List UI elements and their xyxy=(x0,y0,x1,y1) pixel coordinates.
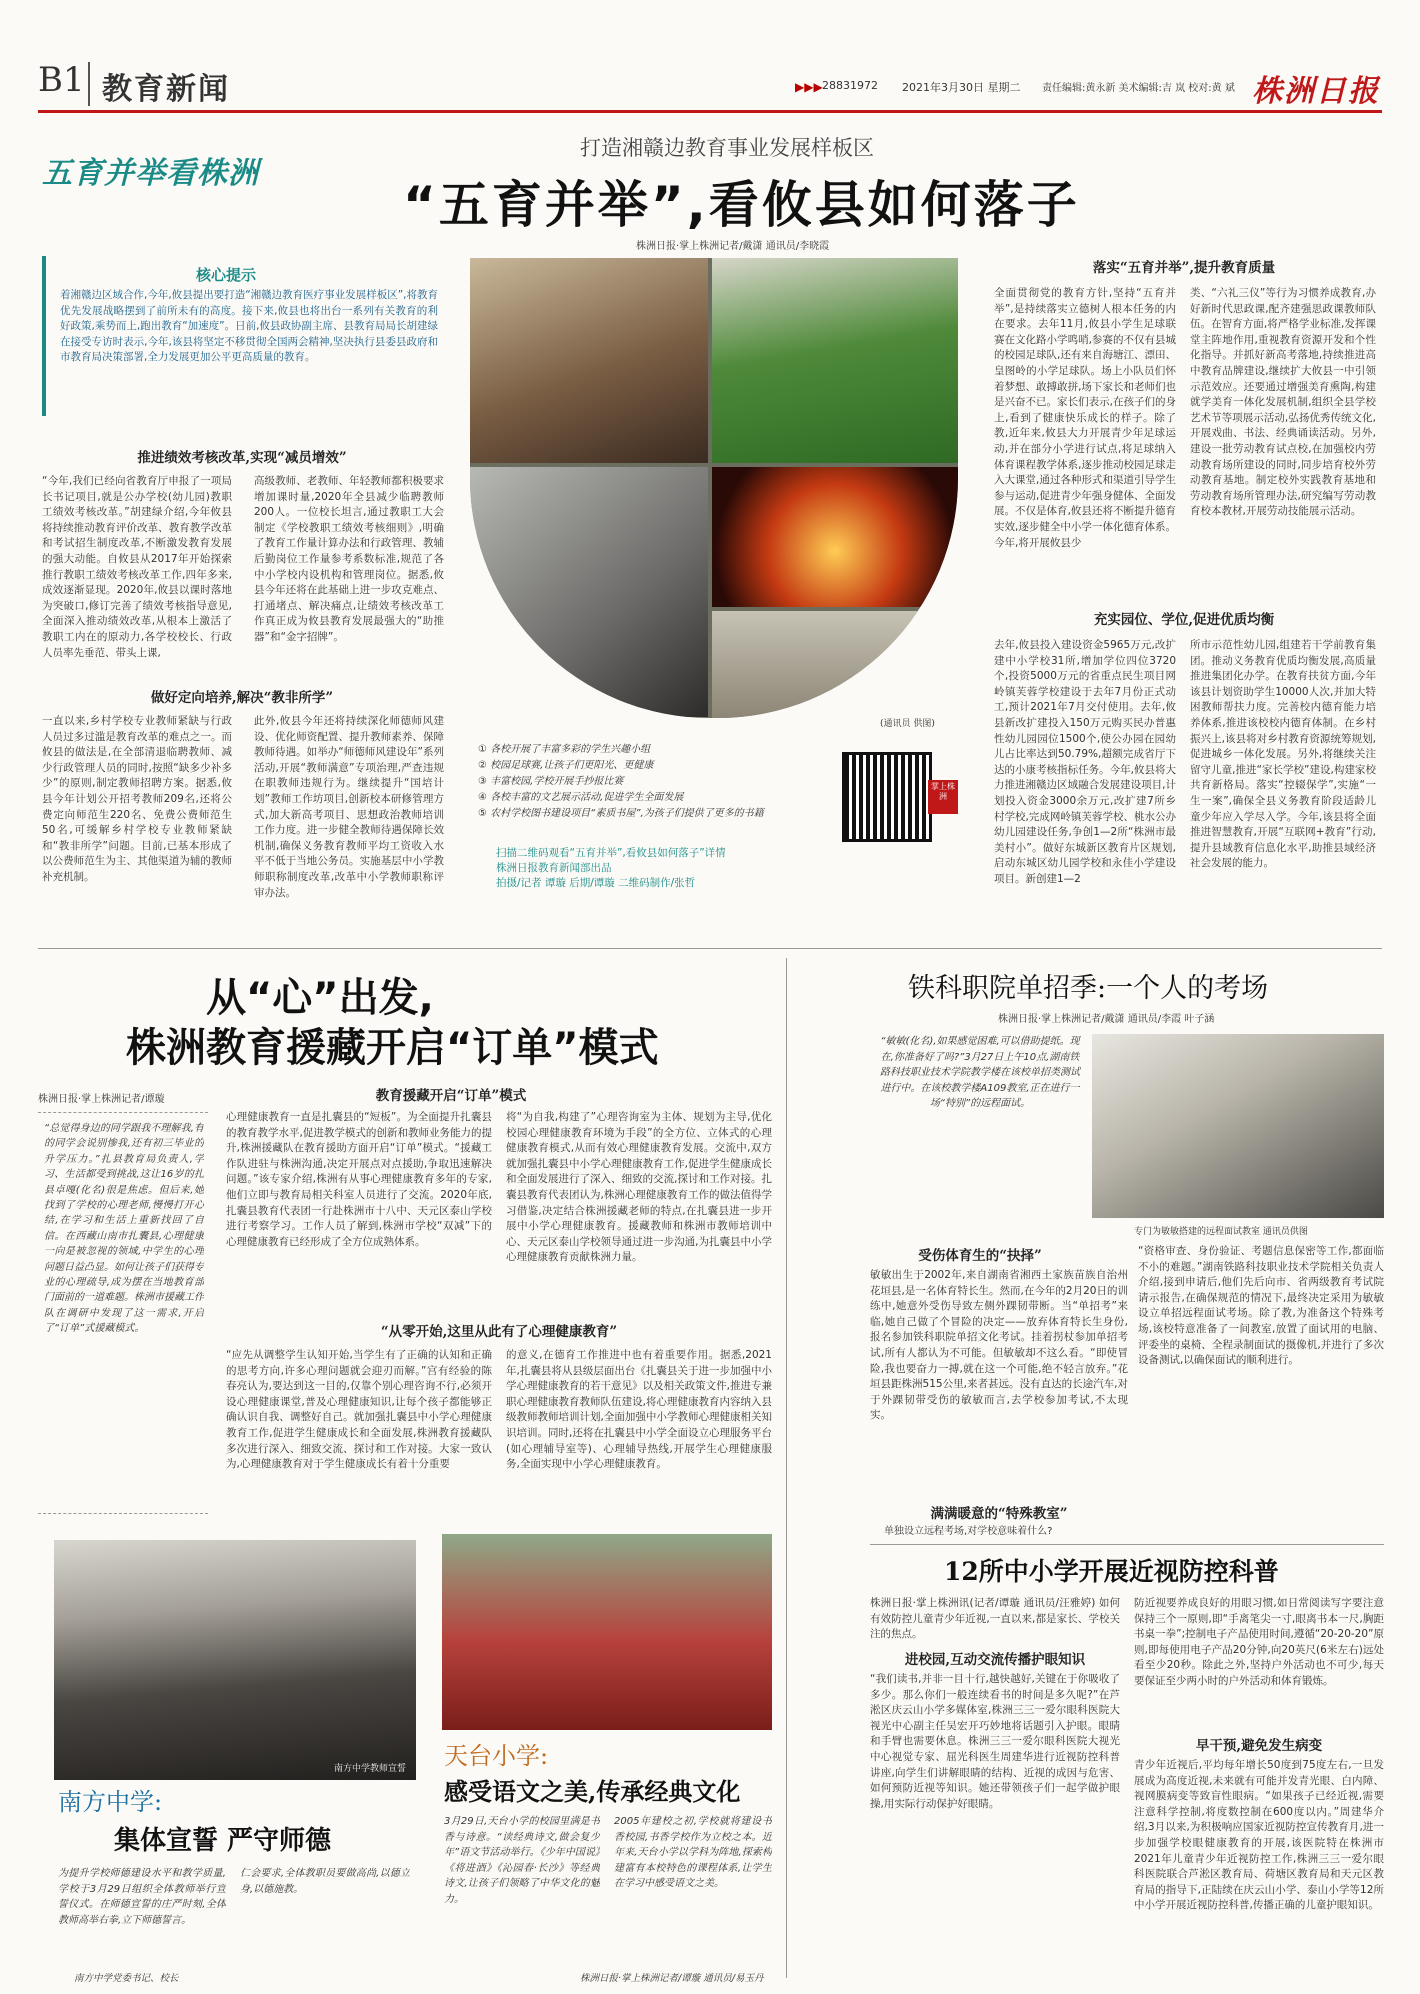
section-title: 教育新闻 xyxy=(102,72,230,107)
caption-2: ② 校园足球赛,让孩子们更阳光、更健康 xyxy=(478,760,654,771)
page-header xyxy=(0,0,1420,120)
photo-tiantai-kids xyxy=(442,1534,772,1730)
arrow-icon: ▶▶▶ xyxy=(795,80,823,94)
top-kicker: 打造湘赣边教育事业发展样板区 xyxy=(580,136,874,160)
top-sec2-title: 做好定向培养,解决“教非所学” xyxy=(150,690,334,706)
myopia-byline: 株洲日报·掌上株洲讯(记者/谭璇 通讯员/汪雅婷) 如何有效防控儿童青少年近视,一直以来,都是家长、学校关注的焦点。 xyxy=(870,1597,1120,1641)
photo-collage xyxy=(470,258,958,718)
top-sec4-col1: 去年,攸县投入建设资金5965万元,改扩建中小学校31所,增加学位四位3720个,投资5000万元的省重点民生项目网岭镇芙蓉学校建设于去年7月份正式动工,预计2021年7月交付使用。去年,攸县新改扩建投入150万元购买民办普惠性幼儿园园位1500个,使公办园在园幼儿占比率达到50.79%,超额完成省厅下达的小康考核指标任务。今年,攸县将大力推进湘赣边区域融合发展建设项目,计划投入资金3000余万元,改扩建7所乡村学校,完成网岭镇芙蓉学校、桃水公办幼儿园建设任务,争创1—2所“株洲市最美村小”。做好东城新区教育片区规划,启动东城区幼儿园学校和永佳小学建设项目。新创建1—2 xyxy=(994,639,1176,885)
top-sec1-col2: 高级教师、老教师、年轻教师都积极要求增加课时量,2020年全县减少临聘教师200人。一位校长坦言,通过教职工大会制定《学校教职工绩效考核细则》,明确了教育工作量计算办法和行政管理、教辅后勤岗位工作量参考系数标准,规范了各中小学校内设机构和管理岗位。据悉,攸县今年还将在此基础上进一步攻克难点、打通堵点、解决痛点,让绩效考核改革工作真正成为攸县教育发展最强大的“助推器”和“金字招牌”。 xyxy=(254,475,444,643)
column-logo: 五育并举看株洲 xyxy=(42,156,259,191)
top-sec3-col2: 类、“六礼三仪”等行为习惯养成教育,办好新时代思政课,配齐建强思政课教师队伍。在智育方面,将严格学业标准,发挥课堂主阵地作用,重视教育资源开发和个性化指导。并抓好新高考落地,持续推进高中教育品牌建设,继续扩大攸县一中引领示范效应。还要通过增强美育熏陶,构建就学美育一体化发展机制,组织全县学校艺术节等项展示活动,弘扬优秀传统文化,开展戏曲、书法、经典诵读活动。另外,建设一批劳动教育试点校,在加强校内劳动教育场所建设的同时,同步培育校外劳动教育基地。制定校外实践教育基地和劳动教育场所管理办法,研究编写劳动教育校本教材,开展劳动技能展示活动。 xyxy=(1190,287,1376,518)
header-divider xyxy=(88,62,90,106)
rail-sec1-title: 受伤体育生的“抉择” xyxy=(918,1248,1042,1264)
tiantai-col2: 2005年建校之初,学校就将建设书香校园,书香学校作为立校之本。近年来,天台小学以学科为阵地,探索构建富有本校特色的课程体系,让学生在学习中感受语文之美。 xyxy=(614,1816,772,1890)
myopia-headline: 12所中小学开展近视防控科普 xyxy=(944,1557,1279,1586)
nanfang-col1: 为提升学校师德建设水平和教学质量,学校于3月29日组织全体教师举行宣誓仪式。在师德宣誓的庄严时刻,全体教师高举右拳,立下师德誓言。 xyxy=(58,1868,226,1926)
tibet-sec-a-col2: 将“为自我,构建了”心理咨询室为主体、规划为主导,优化校园心理健康教育环境为手段”的全方位、立体式的心理健康教育模式,从而有效心理健康教育发展。交流中,双方就加强扎囊县中小学心理健康教育工作,促进学生健康成长和全面发展进行了深入、细致的交流,探讨和工作对接。扎囊县教育代表团认为,株洲心理健康教育工作的做法值得学习借鉴,决定结合株洲援藏老师的特点,在扎囊县进一步开展中小学心理健康教育。援藏教师和株洲市教师培训中心、天元区泰山学校领导通过进一步沟通,为扎囊县中小学心理健康教育贡献株洲力量。 xyxy=(506,1111,772,1264)
qr-code[interactable] xyxy=(842,752,932,842)
header-rule xyxy=(38,110,1382,113)
top-sec4-col2: 所市示范性幼儿园,组建若干学前教育集团。推动义务教育优质均衡发展,高质量推进集团化办学。在教育扶贫方面,今年该县计划资助学生10000人次,并加大特困教师帮扶力度。完善校内德育能力培养体系,推进该校校内德育体制。在乡村振兴上,该县将对乡村教育资源统筹规划,促进城乡一体化发展。另外,将继续关注留守儿童,推进“家长学校”建设,构建家校共育新格局。落实“控辍保学”,实施“一生一案”,确保全县义务教育阶段适龄儿童少年应入学尽入学。今年,该县将全面推进智慧教育,开展“互联网+教育”行动,提升县域教育信息化水平,助推县域经济社会发展的能力。 xyxy=(1190,639,1376,870)
top-sec1-col1: “今年,我们已经向省教育厅申报了一项局长书记项目,就是公办学校(幼儿园)教职工绩效考核改革。”胡建绿介绍,今年攸县将持续推动教育评价改革、教育教学改革和考试招生制度改革,不断激发教育发展的强大动能。自攸县从2017年开始探索推行教职工绩效考核改革工作,四年多来,成效逐渐显现。2020年,攸县以课时落地为突破口,修订完善了绩效考核指导意见,全面深入推动绩效改革,从根本上激活了教职工内在的原动力,各学校校长、行政人员率先垂范、带头上课, xyxy=(42,475,232,659)
masthead-logo: 株洲日报 xyxy=(1252,74,1380,109)
tibet-sec-b-col1: “应先从调整学生认知开始,当学生有了正确的认知和正确的思考方向,许多心理问题就会迎刃而解。”宫有经验的陈春亮认为,要达到这一目的,仅靠个别心理咨询不行,必须开设心理健康课堂,普及心理健康知识,让每个孩子都能够正确认识自我、调整好自己。就加强扎囊县中小学心理健康教育工作,促进学生健康成长和全面发展,株洲教育援藏队多次进行深入、细致交流、探讨和工作对接。大家一致认为,心理健康教育对于学生健康成长有着十分重要 xyxy=(226,1349,492,1471)
nanfang-title-2: 集体宣誓 严守师德 xyxy=(114,1826,332,1856)
qr-badge: 掌上株洲 xyxy=(928,780,958,814)
top-byline: 株洲日报·掌上株洲记者/戴潇 通讯员/李晓霞 xyxy=(636,241,830,252)
top-sec3-title: 落实“五育并举”,提升教育质量 xyxy=(1092,260,1276,276)
tibet-sec-b-col2: 的意义,在德育工作推进中也有着重要作用。据悉,2021年,扎囊县将从县级层面出台《扎囊县关于进一步加强中小学心理健康教育的若干意见》以及相关政策文件,推进专兼职心理健康教育教师队伍建设,将心理健康教育内容纳入县级教师教师培训计划,全面加强中小学教师心理健康相关知识培训。同时,还将在扎囊县中小学全面设立心理服务平台(如心理辅导室等)、心理辅导热线,开展学生心理健康服务,全面实现中小学心理健康教育。 xyxy=(506,1349,772,1471)
tiantai-col1: 3月29日,天台小学的校园里满是书香与诗意。“读经典诗文,做会复少年”语文节活动举行。《少年中国说》《将进酒》《沁园春·长沙》等经典诗文,让孩子们领略了中华文化的魅力。 xyxy=(444,1816,600,1905)
tibet-sec-a-title: 教育援藏开启“订单”模式 xyxy=(375,1088,527,1104)
photo-nanfang-oath xyxy=(54,1540,416,1780)
issue-date: 2021年3月30日 星期二 xyxy=(902,81,1021,94)
caption-3: ③ 丰富校园,学校开展手抄报比赛 xyxy=(478,776,624,787)
myopia-sec1-col2: 防近视要养成良好的用眼习惯,如日常阅读写字要注意保持三个一原则,即“手离笔尖一寸,眼离书本一尺,胸距书桌一拳”;控制电子产品使用时间,遵循“20-20-20”原则,即每使用电子产品20分钟,向20英尺(6米左右)远处看至少20秒。除此之外,坚持户外活动也不可少,每天要保证至少两小时的户外活动和体育锻炼。 xyxy=(1134,1597,1384,1687)
tibet-sec-b-title: “从零开始,这里从此有了心理健康教育” xyxy=(380,1324,618,1340)
rail-sec1-col1: 敏敏出生于2002年,来自湖南省湘西土家族苗族自治州花垣县,是一名体育特长生。然而,在今年的2月20日的训练中,她意外受伤导致左侧外踝韧带断。当“单招考”来临,她自己做了个冒险的决定——放弃体育特长生身份,报名参加铁科职院单招文化考试。挂着拐杖参加单招考试,所有人都认为不可能。但敏敏却不这么看。“即使冒险,我也要奋力一搏,就在这一个可能,绝不轻言放弃。”花垣县距株洲515公里,来者甚远。没有直达的长途汽车,对于外踝韧带受伤的敏敏而言,去学校参加考试,不太现实。 xyxy=(870,1269,1128,1422)
rail-sec2-title: 满满暖意的“特殊教室” xyxy=(870,1502,1128,1522)
nanfang-title-1: 南方中学: xyxy=(58,1788,163,1816)
rail-photo-caption: 专门为敏敏搭建的远程面试教室 通讯员供图 xyxy=(1134,1227,1308,1237)
core-tip-box xyxy=(42,256,444,416)
tibet-intro-box xyxy=(38,1112,208,1514)
top-sec2-col2: 此外,攸县今年还将持续深化师德师风建设、优化师资配置、提升教师素养、保障教师待遇。如举办“师德师风建设年”系列活动,开展“教师满意”专项治理,严查违规在职教师违规行为。继续提升“国培计划”教师工作坊项目,创新校本研修管理方式,加大新高考项目、思想政治教师培训工作力度。进一步健全教师待遇保障长效机制,确保义务教育教师平均工资收入水平不低于当地公务员。实施基层中小学教师职称制度改革,改革中小学教师职称评审办法。 xyxy=(254,715,444,899)
nanfang-byline: 南方中学党委书记、校长 xyxy=(74,1973,179,1984)
myopia-sec2-col2: 青少年近视后,平均每年增长50度到75度左右,一旦发展成为高度近视,未来就有可能并发青光眼、白内障、视网膜病变等致盲性眼病。“如果孩子已经近视,需要注意科学控制,将度数控制在600度以内。”周建华介绍,3月以来,为积极响应国家近视防控宣传教育月,进一步加强学校眼健康教育的开展,该医院特在株洲市2021年儿童青少年近视防控工作,株洲三三一爱尔眼科医院联合芦淞区教育局、荷塘区教育局和天元区教育局的指导下,正陆续在庆云山小学、泰山小学等12所中小学开展近视防控科普,传播正确的儿童护眼知识。 xyxy=(1134,1759,1384,1912)
qr-note-line3: 拍摄/记者 谭璇 后期/谭璇 二维码制作/张哲 xyxy=(496,877,696,889)
tibet-sec-a-col1: 心理健康教育一直是扎囊县的“短板”。为全面提升扎囊县的教育教学水平,促进教学模式的创新和教师业务能力的提升,株洲援藏队在教育援助方面开启“订单”模式。“援藏工作队进驻与株洲沟通,决定开展点对点援助,争取迅速解决问题。”该专家介绍,株洲有从事心理健康教育多年的专家,他们立即与教育局相关科室人员进行了交流。2020年底,扎囊县教育代表团一行赴株洲市十八中、天元区泰山学校进行考察学习。工作人员了解到,株洲市学校“双减”下的心理健康教育已经形成了全方位成熟体系。 xyxy=(226,1111,492,1248)
qr-note xyxy=(496,846,916,891)
top-sec1-title: 推进绩效考核改革,实现“减员增效” xyxy=(137,450,347,466)
tibet-headline-2: 株洲教育援藏开启“订单”模式 xyxy=(126,1025,659,1071)
photo-handcraft xyxy=(470,467,708,717)
qr-note-line2: 株洲日报教育新闻部出品 xyxy=(496,862,612,874)
rail-quote: “敏敏(化名),如果感觉困难,可以借助提纸。现在,你准备好了吗?”3月27日上午10点,湖南铁路科技职业技术学院教学楼在该校单招类测试进行中。在该校教学楼A109教室,正在进行一场“特别”的远程面试。 xyxy=(880,1036,1080,1110)
hotline: 28831972 xyxy=(822,79,878,92)
caption-4: ④ 各校丰富的文艺展示活动,促进学生全面发展 xyxy=(478,792,684,803)
photo-band-class xyxy=(470,258,708,463)
rail-headline: 铁科职院单招季:一个人的考场 xyxy=(908,973,1269,1004)
nanfang-photo-caption: 南方中学教师宣誓 xyxy=(333,1764,406,1774)
photo-captions xyxy=(478,742,818,822)
rail-sec1-col2: “资格审查、身份验证、考题信息保密等工作,都面临不小的难题。”湖南铁路科技职业技术学院相关负责人介绍,接到申请后,他们先后向市、省两级教育考试院请示报告,在确保规范的情况下,最终决定采用为敏敏设立单招远程面试考场。除了教,为准备这个特殊考场,该校特意准备了一间教室,放置了面试用的电脑、评委坐的桌椅、全程录制面试的摄像机,并进行了多次设备测试,以确保面试的顺利进行。 xyxy=(1138,1245,1384,1367)
top-sec2-col1: 一直以来,乡村学校专业教师紧缺与行政人员过多过滥是教育改革的难点之一。而攸县的做法是,在全部清退临聘教师、减少行政管理人员的同时,按照“缺多少补多少”的原则,制定教师招聘方案。据悉,攸县今年计划公开招考教师209名,还将公费定向师范生220名、免费公费师范生50名,可缓解乡村学校专业教师紧缺和“教非所学”问题。目前,已基本形成了以公费师范生为主、其他渠道为辅的教师补充机制。 xyxy=(42,715,232,883)
rail-byline: 株洲日报·掌上株洲记者/戴潇 通讯员/李霞 叶子涵 xyxy=(998,1014,1215,1025)
tiantai-byline: 株洲日报·掌上株洲记者/谭璇 通讯员/易玉丹 xyxy=(580,1973,764,1984)
photo-football xyxy=(712,258,958,463)
photo-library xyxy=(712,611,958,718)
rail-sec2-lede: 单独设立远程考场,对学校意味着什么? xyxy=(884,1522,1053,1537)
qr-note-line1: 扫描二维码观看“五育并举”,看攸县如何落子”详情 xyxy=(496,847,726,859)
top-sec3-col1: 全面贯彻党的教育方针,坚持“五育并举”,是持续落实立德树人根本任务的内在要求。去年11月,攸县小学生足球联赛在文化路小学鸣哨,参赛的不仅有县城的校园足球队,还有来自海塘江、漂田、皇图岭的小学足球队。场上小队员们怀着梦想、敢搏敢拼,场下家长和老师们也是兴奋不已。家长们表示,在孩子们的身上,看到了健康快乐成长的样子。除了教,近年来,攸县大力开展青少年足球运动,并在部分小学进行试点,将足球纳入体育课程教学体系,逐步推动校园足球走入大课堂,通过各种形式和渠道引导学生参与运动,促进青少年强身健体、全面发展。不仅是体育,攸县还将不断提升德育实效,逐步健全中小学一体化德育体系。今年,将开展攸县少 xyxy=(994,287,1176,549)
nanfang-col2: 仁会要求,全体教职员要做高尚,以德立身,以德施教。 xyxy=(240,1868,410,1895)
top-headline: “五育并举”,看攸县如何落子 xyxy=(403,176,1080,234)
tiantai-title-2: 感受语文之美,传承经典文化 xyxy=(444,1777,741,1806)
editor-credits: 责任编辑:黄永新 美术编辑:吉 岚 校对:黄 斌 xyxy=(1042,83,1235,94)
tibet-byline: 株洲日报·掌上株洲记者/谭璇 xyxy=(38,1094,165,1105)
tibet-headline-1: 从“心”出发, xyxy=(206,975,434,1021)
page-number: B1 xyxy=(38,60,85,100)
core-tip-title: 核心提示 xyxy=(196,266,257,284)
photo-remote-room xyxy=(1092,1034,1384,1218)
photo-stage xyxy=(712,467,958,607)
top-sec4-title: 充实园位、学位,促进优质均衡 xyxy=(1093,612,1275,628)
top-bottom-rule xyxy=(38,948,1382,949)
caption-5: ⑤ 农村学校图书建设项目“素质书屋”,为孩子们提供了更多的书籍 xyxy=(478,808,764,819)
photo-credit: (通讯员 供图) xyxy=(880,719,935,729)
core-tip-text: 着湘赣边区域合作,今年,攸县提出要打造“湘赣边教育医疗事业发展样板区”,将教育优先发展战略摆到了前所未有的高度。接下来,攸县也将出台一系列有关教育的利好政策,乘势而上,跑出教育“加速度”。日前,攸县政协副主席、县教育局局长胡建绿在接受专访时表示,今年,该县将坚定不移贯彻全国两会精神,坚决执行县委县政府和市教育局决策部署,全力发展更加公平更高质量的教育。 xyxy=(60,289,438,364)
vertical-rule xyxy=(786,958,787,1978)
rail-bottom-rule xyxy=(870,1544,1384,1545)
tibet-intro: “总觉得身边的同学跟我不理解我,有的同学会说别惨我,还有初三毕业的升学压力。”扎县教育局负责人,学习、生活都受到挑战,这让16岁的扎县卓嘎(化名)很是焦虑。但后来,她找到了学校的心理老师,慢慢打开心结,在学习和生活上重新找回了自信。在西藏山南市扎囊县,心理健康一向是被忽视的领域,中学生的心理问题日益凸显。如何让孩子们获得专业的心理疏导,成为摆在当地教育部门面前的一道难题。株洲市援藏工作队在调研中发现了这一需求,开启了“订单”式援藏模式。 xyxy=(44,1123,204,1335)
caption-1: ① 各校开展了丰富多彩的学生兴趣小组 xyxy=(478,744,651,755)
myopia-sec1-col1: “我们读书,并非一目十行,越快越好,关键在于你吸收了多少。那么你们一般连续看书的时间是多久呢?”在芦淞区庆云山小学多媒体室,株洲三三一爱尔眼科医院大视光中心副主任吴宏开巧妙地将话题引入护眼。眼睛和手臂也需要休息。株洲三三一爱尔眼科医院大视光中心视觉专家、屈光科医生周建华进行近视防控科普讲座,向学生们讲解眼睛的结构、近视的成因与危害、如何预防近视等知识。她还带领孩子们一起学做护眼操,用实际行动保护好眼睛。 xyxy=(870,1673,1120,1810)
myopia-sec1-title: 进校园,互动交流传播护眼知识 xyxy=(904,1652,1086,1668)
tiantai-title-1: 天台小学: xyxy=(444,1742,549,1770)
myopia-sec2-title: 早干预,避免发生病变 xyxy=(1195,1738,1323,1754)
